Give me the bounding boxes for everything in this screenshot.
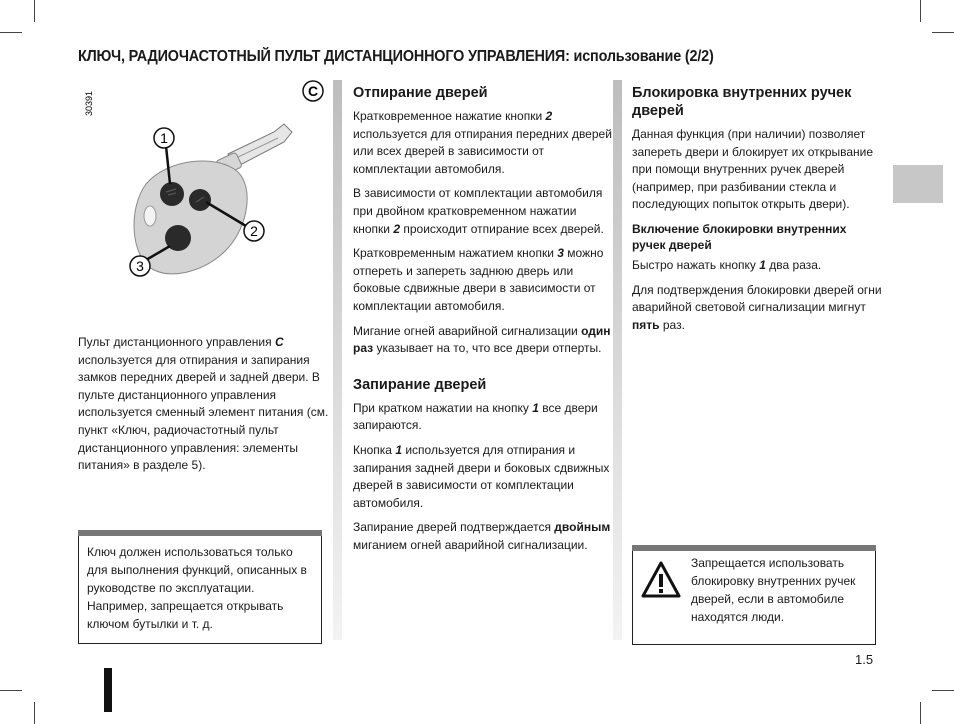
subheading-enable: Включение блокировки внутренних ручек дверей <box>632 221 847 252</box>
paragraph: Кнопка 1 используется для отпирания и запирания задней двери и боковых сдвижных дверей в зависимости от комплектации автомобиля. <box>353 442 610 510</box>
crop-mark <box>932 690 954 691</box>
crop-mark <box>0 32 22 33</box>
remote-key-illustration <box>78 76 330 324</box>
note-text: Ключ должен использоваться только для выполнения функций, описанных в руководстве по эксплуатации. Например, запрещается открывать ключом бутылки и т. д. <box>87 545 307 631</box>
paragraph: Кратковременным нажатием кнопки 3 можно отпереть и запереть заднюю дверь или боковые сдвижные двери в зависимости от комплектации автомобиля. <box>353 246 604 313</box>
warning-icon <box>641 560 681 600</box>
paragraph: Запирание дверей подтверждается двойным миганием огней аварийной сигнализации. <box>353 520 611 552</box>
note-bar <box>632 545 876 551</box>
section-heading-unlock: Отпирание дверей <box>353 85 488 101</box>
remote-description <box>78 334 330 482</box>
warning-note <box>632 545 876 645</box>
paragraph: Кратковременное нажатие кнопки 2 используется для отпирания передних дверей или всех дверей в зависимости от комплектации автомобиля. <box>353 109 612 176</box>
column-shade <box>333 80 342 640</box>
key-usage-note <box>78 530 322 644</box>
callout-2: 2 <box>250 223 258 239</box>
crop-mark <box>0 690 22 691</box>
paragraph: Для подтверждения блокировки дверей огни аварийной световой сигнализации мигнут пять раз. <box>632 282 882 332</box>
section-tab <box>893 165 943 203</box>
handle-block-section <box>632 84 882 341</box>
paragraph: Пульт дистанционного управления C используется для отпирания и запирания замков передних дверей и задней двери. В пульте дистанционного управления используется сменный элемент питания (см. пункт «Ключ, радиочастотный пульт дистанционного управления: элементы питания» в разделе 5). <box>78 335 329 473</box>
page-title: КЛЮЧ, РАДИОЧАСТОТНЫЙ ПУЛЬТ ДИСТАНЦИОННОГО УПРАВЛЕНИЯ: использование (2/2) <box>78 48 714 65</box>
figure-id: 30391 <box>84 90 94 116</box>
callout-3: 3 <box>136 258 144 274</box>
callout-1: 1 <box>160 130 168 146</box>
paragraph: Мигание огней аварийной сигнализации один раз указывает на то, что все двери отперты. <box>353 323 611 356</box>
section-heading-lock: Запирание дверей <box>353 376 487 393</box>
crop-mark <box>34 702 35 724</box>
note-bar <box>78 530 322 536</box>
crop-mark <box>34 0 35 22</box>
paragraph: При кратком нажатии на кнопку 1 все двери запираются. <box>353 400 598 433</box>
badge-c-label: C <box>307 83 319 99</box>
warning-text: Запрещается использовать блокировку внутренних ручек дверей, если в автомобиле находятся люди. <box>691 556 856 624</box>
unlock-lock-section <box>353 84 615 561</box>
crop-mark <box>920 702 921 724</box>
page-number: 1.5 <box>855 652 874 667</box>
paragraph: Быстро нажать кнопку 1 два раза. <box>632 257 822 272</box>
crop-mark <box>932 32 954 33</box>
paragraph: В зависимости от комплектации автомобиля при двойном кратковременном нажатии кнопки 2 происходит отпирание всех дверей. <box>353 186 604 236</box>
key-figure <box>78 76 330 324</box>
paragraph: Данная функция (при наличии) позволяет запереть двери и блокирует их открывание при помощи внутренних ручек дверей (например, при разбивании стекла и последующих попыток открыть двери). <box>632 127 874 212</box>
section-heading-block: Блокировка внутренних ручек дверей <box>632 85 852 119</box>
crop-mark <box>920 0 921 22</box>
margin-bar <box>104 668 112 712</box>
